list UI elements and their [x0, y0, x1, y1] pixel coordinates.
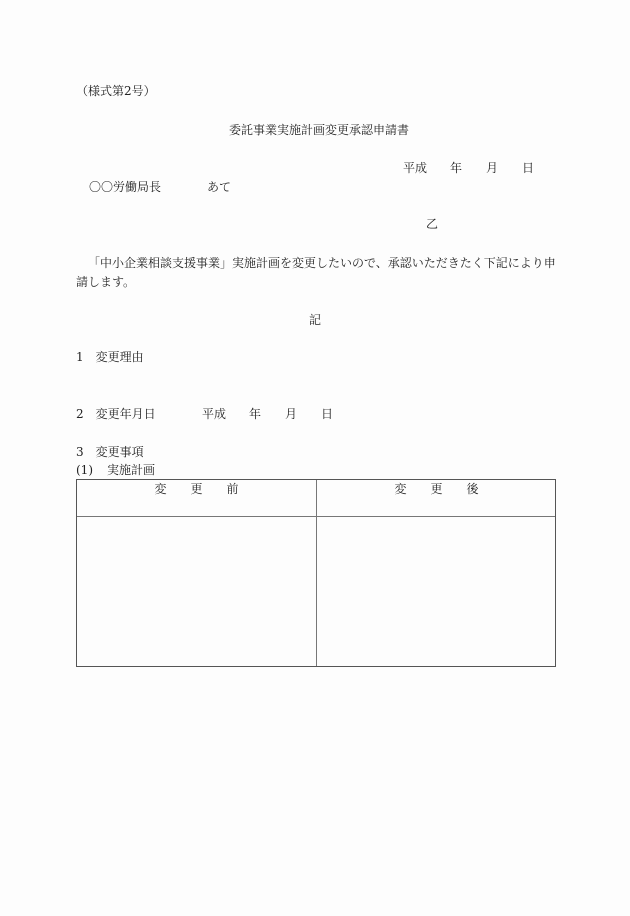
addressee-suffix: あて: [207, 180, 232, 194]
section-label: 変更年月日: [95, 407, 156, 421]
section-1-change-reason: [76, 350, 144, 364]
section-number: 2: [76, 407, 84, 421]
table-cell-before-change: [77, 517, 315, 666]
implementation-plan-table: [76, 479, 556, 667]
subsection-number: (1): [76, 463, 93, 477]
table-header-after-change: 変 更 後: [394, 482, 479, 496]
document-title: 委託事業実施計画変更承認申請書: [229, 123, 410, 137]
applicant-mark: 乙: [426, 217, 439, 231]
section-number: 1: [76, 350, 84, 364]
change-date-month: 月: [285, 407, 298, 421]
date-era: 平成: [403, 161, 428, 175]
table-header-before-change: 変 更 前: [154, 482, 239, 496]
date-month: 月: [486, 161, 499, 175]
body-text-line-1: 「中小企業相談支援事業」実施計画を変更したいので、承認いただきたく下記により申: [88, 256, 556, 270]
subsection-implementation-plan: [76, 463, 155, 477]
addressee: 〇〇労働局長: [89, 180, 162, 194]
section-3-change-items: [76, 445, 144, 459]
date-day: 日: [522, 161, 535, 175]
table-cell-after-change: [317, 517, 555, 666]
section-label: 変更事項: [95, 445, 144, 459]
change-date-era: 平成: [202, 407, 227, 421]
ki-heading: 記: [309, 313, 322, 327]
date-year: 年: [450, 161, 463, 175]
change-date-year: 年: [249, 407, 262, 421]
section-label: 変更理由: [95, 350, 144, 364]
section-number: 3: [76, 445, 84, 459]
form-number: （様式第2号）: [76, 84, 156, 98]
body-text-line-2: 請します。: [76, 275, 136, 289]
change-date-day: 日: [321, 407, 334, 421]
section-2-change-date: [76, 407, 156, 421]
subsection-label: 実施計画: [107, 463, 156, 477]
